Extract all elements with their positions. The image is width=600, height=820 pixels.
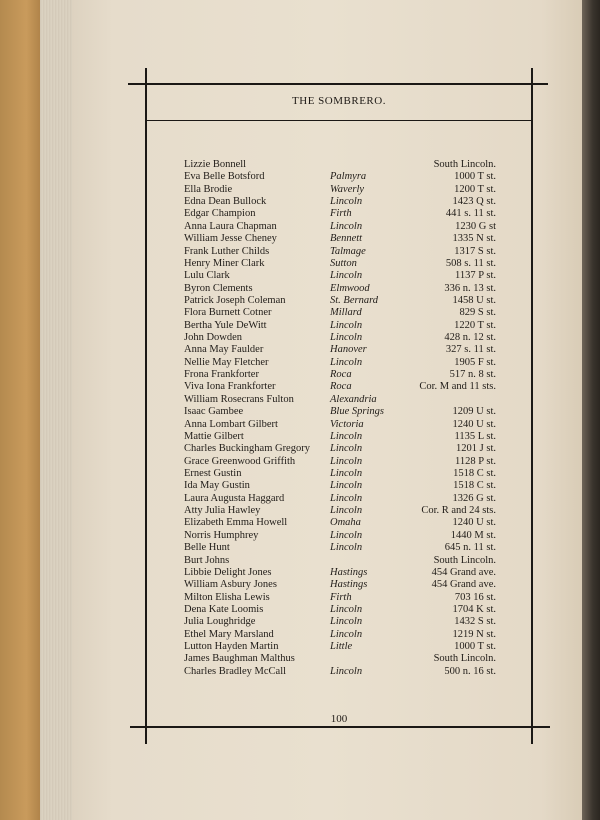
list-item bbox=[0, 431, 600, 443]
student-hometown: Lincoln bbox=[330, 603, 363, 615]
student-address: 1219 N st. bbox=[452, 628, 496, 640]
student-hometown: Hanover bbox=[330, 344, 367, 356]
student-name: Byron Clements bbox=[184, 282, 253, 294]
list-item bbox=[0, 258, 600, 270]
list-item bbox=[0, 295, 600, 307]
student-name: Norris Humphrey bbox=[184, 529, 259, 541]
student-name: Anna Lombart Gilbert bbox=[184, 418, 278, 430]
student-address: 1704 K st. bbox=[452, 603, 496, 615]
student-hometown: Roca bbox=[330, 369, 352, 381]
student-hometown: Hastings bbox=[330, 579, 368, 591]
student-hometown: Lincoln bbox=[330, 468, 363, 479]
list-item bbox=[0, 344, 600, 356]
student-name: Frona Frankforter bbox=[184, 369, 259, 381]
student-address: 1209 U st. bbox=[452, 406, 496, 418]
list-item bbox=[0, 357, 600, 369]
student-hometown: Little bbox=[330, 641, 353, 653]
student-hometown: St. Bernard bbox=[330, 294, 379, 306]
student-hometown: Lincoln bbox=[330, 542, 363, 554]
list-item bbox=[0, 517, 600, 529]
list-item bbox=[0, 542, 600, 554]
student-address: 517 n. 8 st. bbox=[449, 369, 496, 381]
student-hometown: Lincoln bbox=[330, 492, 363, 504]
header-underline bbox=[146, 120, 532, 121]
student-name: Lulu Clark bbox=[184, 270, 230, 282]
list-item bbox=[0, 493, 600, 505]
student-name: Belle Hunt bbox=[184, 542, 230, 554]
list-item bbox=[0, 555, 600, 567]
list-item bbox=[0, 283, 600, 295]
student-name: Isaac Gambee bbox=[184, 406, 244, 418]
student-name: Edna Dean Bullock bbox=[184, 196, 267, 208]
student-hometown: Victoria bbox=[330, 418, 364, 430]
student-hometown: Lincoln bbox=[330, 196, 363, 208]
student-address: 1440 M st. bbox=[450, 529, 496, 541]
student-name: Edgar Champion bbox=[184, 208, 256, 220]
student-address: 1230 G st bbox=[455, 220, 496, 232]
student-hometown: Lincoln bbox=[330, 443, 363, 455]
student-hometown: Millard bbox=[330, 307, 362, 319]
student-address: 1326 G st. bbox=[452, 492, 496, 504]
student-hometown: Roca bbox=[330, 381, 352, 393]
student-address: 703 16 st. bbox=[454, 591, 496, 603]
list-item bbox=[0, 579, 600, 591]
student-address: 428 n. 12 st. bbox=[444, 332, 496, 344]
student-hometown: Lincoln bbox=[330, 319, 363, 331]
student-address: 500 n. 16 st. bbox=[444, 665, 496, 677]
list-item bbox=[0, 604, 600, 616]
student-address: 645 n. 11 st. bbox=[444, 542, 496, 554]
student-name: Milton Elisha Lewis bbox=[184, 591, 270, 603]
student-name: Grace Greenwood Griffith bbox=[184, 455, 296, 467]
student-name: William Rosecrans Fulton bbox=[184, 393, 294, 405]
list-item bbox=[0, 208, 600, 220]
student-address: 1335 N st. bbox=[452, 233, 496, 245]
student-address: 1000 T st. bbox=[454, 171, 496, 183]
student-name: Elizabeth Emma Howell bbox=[184, 517, 288, 529]
student-hometown: Lincoln bbox=[330, 628, 363, 640]
student-address: 327 s. 11 st. bbox=[445, 344, 496, 356]
list-item bbox=[0, 653, 600, 665]
list-item bbox=[0, 468, 600, 480]
list-item bbox=[0, 381, 600, 393]
student-name: Bertha Yule DeWitt bbox=[184, 319, 267, 331]
student-address: 1317 S st. bbox=[454, 245, 496, 257]
student-hometown: Firth bbox=[330, 591, 352, 603]
student-address: 1200 T st. bbox=[454, 183, 496, 195]
student-name: Burt Johns bbox=[184, 554, 230, 566]
list-item bbox=[0, 629, 600, 641]
student-name: Frank Luther Childs bbox=[184, 245, 270, 257]
student-address: 1240 U st. bbox=[452, 517, 496, 529]
list-item bbox=[0, 159, 600, 171]
student-name: Libbie Delight Jones bbox=[184, 566, 272, 578]
list-item bbox=[0, 530, 600, 542]
list-item bbox=[0, 456, 600, 468]
student-name: Lizzie Bonnell bbox=[184, 159, 247, 170]
student-address: South Lincoln. bbox=[433, 159, 496, 170]
student-address: 1137 P st. bbox=[455, 270, 496, 282]
student-hometown: Alexandria bbox=[330, 393, 377, 405]
list-item bbox=[0, 567, 600, 579]
list-item bbox=[0, 666, 600, 678]
student-name: Lutton Hayden Martin bbox=[184, 641, 279, 653]
student-name: Eva Belle Botsford bbox=[184, 171, 265, 183]
student-hometown: Firth bbox=[330, 208, 352, 220]
list-item bbox=[0, 332, 600, 344]
student-hometown: Lincoln bbox=[330, 480, 363, 492]
student-name: Dena Kate Loomis bbox=[184, 603, 264, 615]
student-address: 441 s. 11 st. bbox=[445, 208, 496, 220]
list-item bbox=[0, 233, 600, 245]
student-hometown: Lincoln bbox=[330, 505, 363, 517]
student-name: Anna Laura Chapman bbox=[184, 220, 277, 232]
student-hometown: Hastings bbox=[330, 566, 368, 578]
student-address: Cor. M and 11 sts. bbox=[419, 381, 496, 393]
student-name: John Dowden bbox=[184, 332, 243, 344]
student-name: Ethel Mary Marsland bbox=[184, 628, 274, 640]
student-name: Flora Burnett Cotner bbox=[184, 307, 272, 319]
student-address: 1220 T st. bbox=[454, 319, 496, 331]
student-name: Patrick Joseph Coleman bbox=[184, 294, 286, 306]
student-name: Julia Loughridge bbox=[184, 616, 256, 628]
student-address: 1518 C st. bbox=[453, 480, 496, 492]
student-hometown: Blue Springs bbox=[330, 406, 384, 418]
student-address: 1128 P st. bbox=[455, 455, 496, 467]
list-item bbox=[0, 641, 600, 653]
page-title: THE SOMBRERO. bbox=[292, 95, 386, 107]
list-item bbox=[0, 196, 600, 208]
student-name: James Baughman Malthus bbox=[184, 653, 295, 665]
student-address: 1000 T st. bbox=[454, 641, 496, 653]
student-hometown: Palmyra bbox=[330, 171, 367, 183]
student-name: Henry Miner Clark bbox=[184, 257, 265, 269]
student-name: Atty Julia Hawley bbox=[184, 505, 261, 517]
student-hometown: Lincoln bbox=[330, 356, 363, 368]
student-hometown: Sutton bbox=[330, 257, 357, 269]
page-number: 100 bbox=[330, 713, 348, 725]
student-address: 1240 U st. bbox=[452, 418, 496, 430]
student-name: Nellie May Fletcher bbox=[184, 356, 269, 368]
student-name: Ernest Gustin bbox=[184, 468, 242, 479]
student-hometown: Bennett bbox=[330, 233, 363, 245]
list-item bbox=[0, 505, 600, 517]
student-name: Laura Augusta Haggard bbox=[184, 492, 285, 504]
student-hometown: Waverly bbox=[330, 183, 365, 195]
list-item bbox=[0, 221, 600, 233]
list-item bbox=[0, 184, 600, 196]
frame-top-rule bbox=[128, 83, 548, 85]
student-name: Anna May Faulder bbox=[184, 344, 264, 356]
student-address: 1432 S st. bbox=[454, 616, 496, 628]
student-name: Viva Iona Frankforter bbox=[184, 381, 276, 393]
student-address: Cor. R and 24 sts. bbox=[421, 505, 496, 517]
student-hometown: Lincoln bbox=[330, 430, 363, 442]
list-item bbox=[0, 307, 600, 319]
student-name: Mattie Gilbert bbox=[184, 430, 244, 442]
student-hometown: Talmage bbox=[330, 245, 366, 257]
student-address: 454 Grand ave. bbox=[431, 579, 496, 591]
student-address: 1423 Q st. bbox=[452, 196, 496, 208]
list-item bbox=[0, 171, 600, 183]
student-name: Ella Brodie bbox=[184, 183, 233, 195]
list-item bbox=[0, 419, 600, 431]
student-address: 1905 F st. bbox=[454, 356, 496, 368]
list-item bbox=[0, 592, 600, 604]
list-item bbox=[0, 480, 600, 492]
list-item bbox=[0, 369, 600, 381]
list-item bbox=[0, 406, 600, 418]
student-hometown: Lincoln bbox=[330, 332, 363, 344]
list-item bbox=[0, 616, 600, 628]
student-hometown: Omaha bbox=[330, 517, 361, 529]
student-name: Charles Bradley McCall bbox=[184, 665, 287, 677]
student-name: Ida May Gustin bbox=[184, 480, 250, 492]
student-hometown: Lincoln bbox=[330, 529, 363, 541]
student-name: William Jesse Cheney bbox=[184, 233, 277, 245]
student-address: 508 s. 11 st. bbox=[445, 257, 496, 269]
student-hometown: Lincoln bbox=[330, 616, 363, 628]
student-address: 454 Grand ave. bbox=[431, 566, 496, 578]
student-hometown: Lincoln bbox=[330, 270, 363, 282]
student-address: 1458 U st. bbox=[452, 294, 496, 306]
student-address: South Lincoln. bbox=[433, 554, 496, 566]
student-address: 829 S st. bbox=[459, 307, 496, 319]
student-hometown: Lincoln bbox=[330, 455, 363, 467]
student-name: William Asbury Jones bbox=[184, 579, 277, 591]
list-item bbox=[0, 443, 600, 455]
student-hometown: Lincoln bbox=[330, 220, 363, 232]
student-address: South Lincoln. bbox=[433, 653, 496, 665]
list-item bbox=[0, 270, 600, 282]
list-item bbox=[0, 394, 600, 406]
list-item bbox=[0, 246, 600, 258]
frame-bottom-rule bbox=[130, 726, 550, 728]
student-hometown: Lincoln bbox=[330, 665, 363, 677]
student-address: 1201 J st. bbox=[456, 443, 496, 455]
student-address: 336 n. 13 st. bbox=[444, 282, 496, 294]
student-hometown: Elmwood bbox=[330, 282, 370, 294]
list-item bbox=[0, 320, 600, 332]
student-address: 1518 C st. bbox=[453, 468, 496, 479]
student-address: 1135 L st. bbox=[454, 430, 496, 442]
student-name: Charles Buckingham Gregory bbox=[184, 443, 310, 455]
